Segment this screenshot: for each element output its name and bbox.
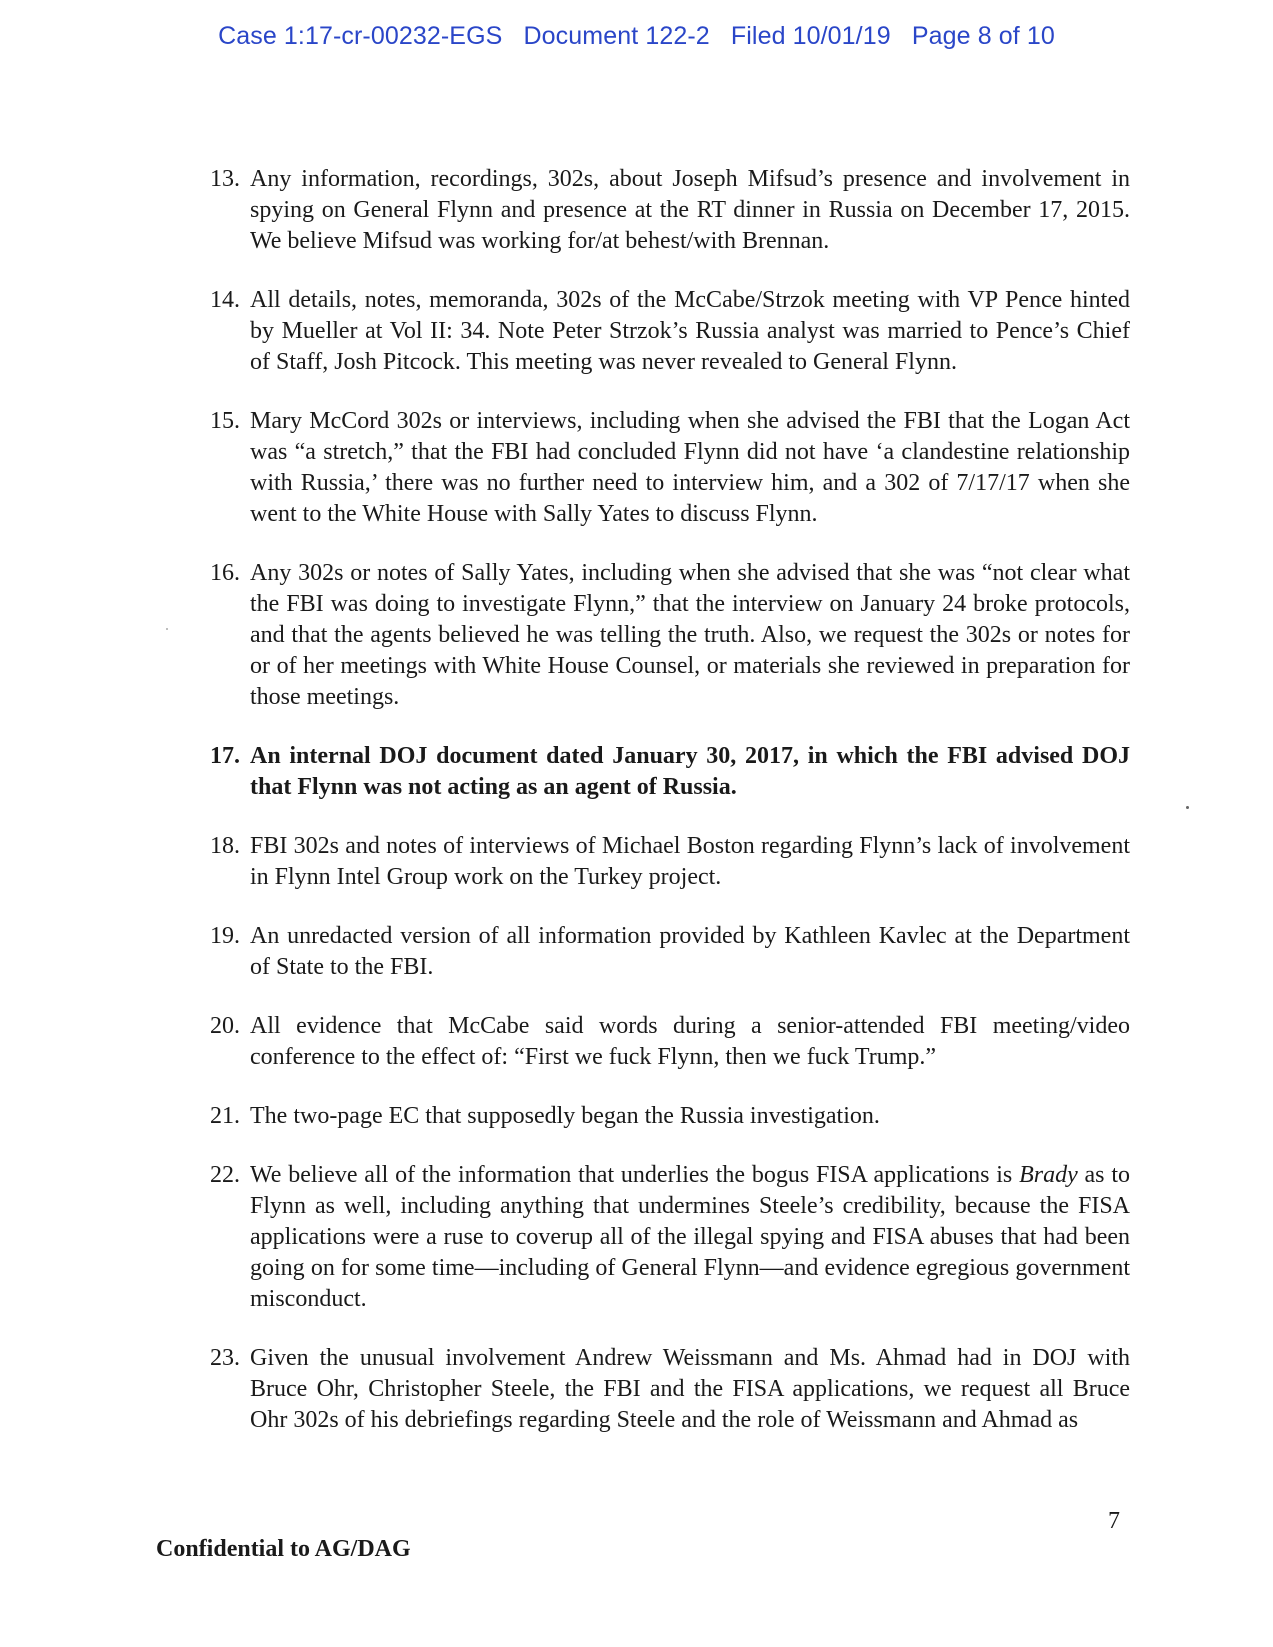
list-item-21: [210, 1101, 1130, 1132]
list-item-15: [210, 406, 1130, 530]
scan-speck: [166, 628, 168, 630]
list-item-19: [210, 921, 1130, 983]
item-number: 17.: [210, 743, 240, 769]
brady-italic-term: Brady: [1019, 1162, 1078, 1188]
item-text: An internal DOJ document dated January 30, 2017, in which the FBI advised DOJ that Flynn was not acting as an agent of Russia.: [250, 743, 1130, 800]
item-number: 16.: [210, 560, 240, 586]
item-number: 19.: [210, 923, 240, 949]
item-text: Any information, recordings, 302s, about Joseph Mifsud’s presence and involvement in spying on General Flynn and presence at the RT dinner in Russia on December 17, 2015. We believe Mifsud was working for/at behest/with Brennan.: [250, 166, 1130, 254]
item-text: Any 302s or notes of Sally Yates, including when she advised that she was “not clear what the FBI was doing to investigate Flynn,” that the interview on January 24 broke protocols, and that the agents believed he was telling the truth. Also, we request the 302s or notes for or of her meetings with White House Counsel, or materials she reviewed in preparation for those meetings.: [250, 560, 1130, 710]
list-item-14: [210, 285, 1130, 378]
list-item-23: [210, 1343, 1130, 1436]
confidential-footer: Confidential to AG/DAG: [156, 1536, 411, 1562]
item-text: Mary McCord 302s or interviews, including when she advised the FBI that the Logan Act was “a stretch,” that the FBI had concluded Flynn did not have ‘a clandestine relationship with Russia,’ there was no further need to interview him, and a 302 of 7/17/17 when she went to the White House with Sally Yates to discuss Flynn.: [250, 408, 1130, 527]
case-header: Case 1:17-cr-00232-EGS Document 122-2 Filed 10/01/19 Page 8 of 10: [218, 22, 1055, 50]
item-number: 15.: [210, 408, 240, 434]
item-number: 14.: [210, 287, 240, 313]
item-text: An unredacted version of all information provided by Kathleen Kavlec at the Department of State to the FBI.: [250, 923, 1130, 980]
item-text: All evidence that McCabe said words during a senior-attended FBI meeting/video conference to the effect of: “First we fuck Flynn, then we fuck Trump.”: [250, 1013, 1130, 1070]
list-item-18: [210, 831, 1130, 893]
page-number: 7: [1108, 1508, 1120, 1534]
item-number: 21.: [210, 1103, 240, 1129]
item-number: 18.: [210, 833, 240, 859]
list-item-13: [210, 164, 1130, 257]
item-number: 20.: [210, 1013, 240, 1039]
item-text: Given the unusual involvement Andrew Weissmann and Ms. Ahmad had in DOJ with Bruce Ohr, Christopher Steele, the FBI and the FISA applications, we request all Bruce Ohr 302s of his debriefings regarding Steele and the role of Weissmann and Ahmad as: [250, 1345, 1130, 1433]
list-item-22: [210, 1160, 1130, 1315]
item-text-rest: as to Flynn as well, including anything that undermines Steele’s credibility, because the FISA applications were a ruse to coverup all of the illegal spying and FISA abuses that had been going on for some time—including of General Flynn—and evidence egregious government misconduct.: [250, 1162, 1130, 1312]
scan-speck: [1186, 806, 1189, 809]
item-text: The two-page EC that supposedly began the Russia investigation.: [250, 1103, 880, 1129]
item-text: FBI 302s and notes of interviews of Michael Boston regarding Flynn’s lack of involvement in Flynn Intel Group work on the Turkey project.: [250, 833, 1130, 890]
list-item-17: [210, 741, 1130, 803]
list-item-16: [210, 558, 1130, 713]
item-text-lead: We believe all of the information that underlies the bogus FISA applications is: [250, 1162, 1020, 1188]
item-number: 23.: [210, 1345, 240, 1371]
item-number: 13.: [210, 166, 240, 192]
item-text: All details, notes, memoranda, 302s of the McCabe/Strzok meeting with VP Pence hinted by Mueller at Vol II: 34. Note Peter Strzok’s Russia analyst was married to Pence’s Chief of Staff, Josh Pitcock. This meeting was never revealed to General Flynn.: [250, 287, 1130, 375]
list-item-20: [210, 1011, 1130, 1073]
item-number: 22.: [210, 1162, 240, 1188]
request-list: [210, 164, 1130, 1464]
